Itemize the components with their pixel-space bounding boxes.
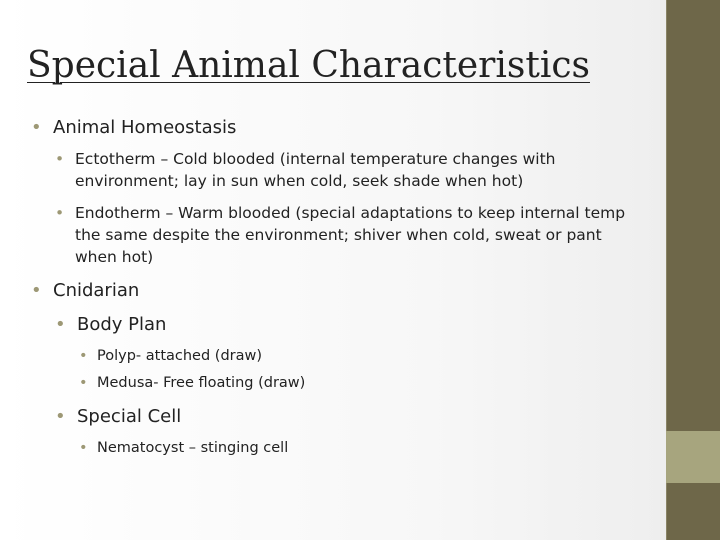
bullet-icon: • [31,280,42,301]
bullet-text: Ectotherm – Cold blooded (internal temperature changes with environment; lay in sun when cold, seek shade when hot) [75,150,556,190]
bullet-text: Animal Homeostasis [53,117,237,138]
bullet-animal-homeostasis [31,116,653,140]
bullet-text: Nematocyst – stinging cell [97,440,289,456]
bullet-icon: • [31,117,42,138]
bullet-icon: • [55,406,66,427]
theme-sidebar [666,0,720,540]
bullet-text: Polyp- attached (draw) [97,348,263,364]
bullet-icon: • [55,314,66,335]
slide-title: Special Animal Characteristics [27,45,590,86]
bullet-endotherm [55,202,635,268]
bullet-cnidarian [31,279,653,303]
bullet-text: Cnidarian [53,280,140,301]
bullet-ectotherm [55,148,635,192]
bullet-text: Body Plan [77,314,167,335]
bullet-nematocyst [79,438,617,458]
bullet-special-cell [55,405,637,429]
bullet-icon: • [79,348,88,364]
bullet-body-plan [55,313,637,337]
bullet-text: Special Cell [77,406,182,427]
bullet-icon: • [55,204,65,222]
bullet-icon: • [79,375,88,391]
bullet-icon: • [55,150,65,168]
bullet-text: Endotherm – Warm blooded (special adaptations to keep internal temp the same despite the environment; shiver when cold, sweat or pant when hot) [75,204,626,266]
bullet-medusa [79,373,617,393]
bullet-icon: • [79,440,88,456]
bullet-polyp [79,346,617,366]
sidebar-accent-block [666,431,720,483]
bullet-text: Medusa- Free floating (draw) [97,375,306,391]
